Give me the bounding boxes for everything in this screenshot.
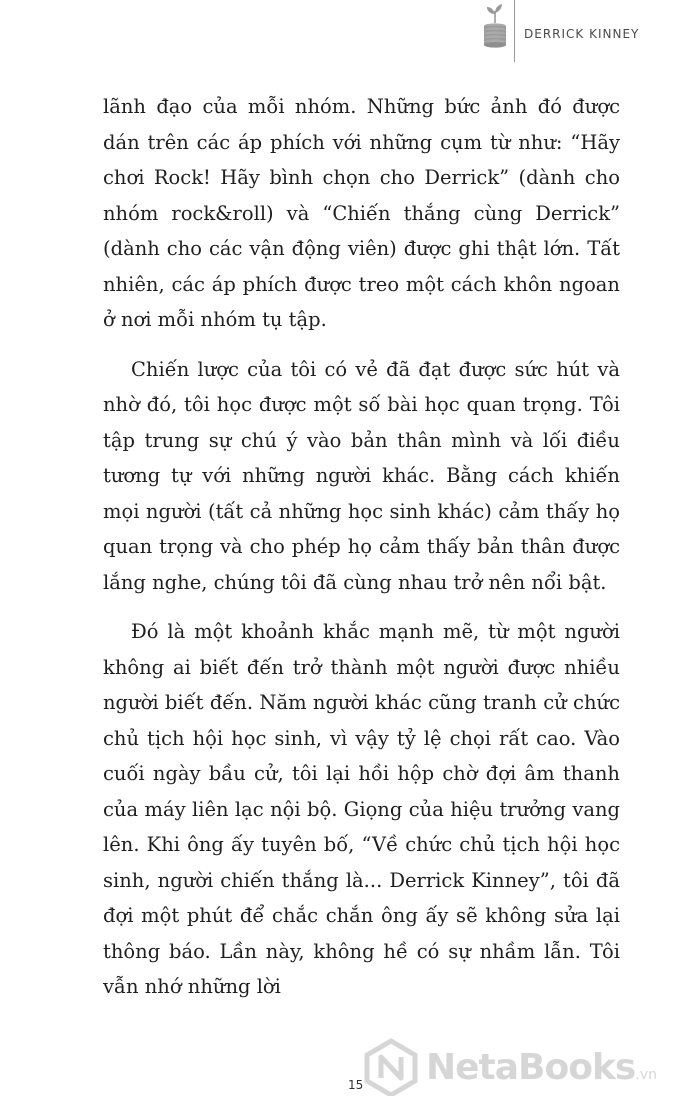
netabooks-logo-icon (362, 1038, 420, 1096)
coin-stack-sprout-icon (480, 2, 510, 48)
watermark (362, 1038, 692, 1098)
paragraph-1: lãnh đạo của mỗi nhóm. Những bức ảnh đó được dán trên các áp phích với những cụm từ như: “Hãy chơi Rock! Hãy bình chọn cho Derrick” (dành cho nhóm rock&roll) và “Chiến thắng cùng Derrick” (dành cho các vận động viên) được ghi thật lớn. Tất nhiên, các áp phích được treo một cách khôn ngoan ở nơi mỗi nhóm tụ tập. (103, 95, 620, 331)
header-divider (514, 0, 515, 62)
running-header-title: DERRICK KINNEY (524, 27, 640, 41)
paragraph-3: Đó là một khoảnh khắc mạnh mẽ, từ một người không ai biết đến trở thành một người được nhiều người biết đến. Năm người khác cũng tranh cử chức chủ tịch hội học sinh, vì vậy tỷ lệ chọi rất cao. Vào cuối ngày bầu cử, tôi lại hồi hộp chờ đợi âm thanh của máy liên lạc nội bộ. Giọng của hiệu trưởng vang lên. Khi ông ấy tuyên bố, “Về chức chủ tịch hội học sinh, người chiến thắng là... Derrick Kinney”, tôi đã đợi một phút để chắc chắn ông ấy sẽ không sửa lại thông báo. Lần này, không hề có sự nhầm lẫn. Tôi vẫn nhớ những lời (103, 620, 620, 998)
paragraph-2: Chiến lược của tôi có vẻ đã đạt được sức hút và nhờ đó, tôi học được một số bài học quan trọng. Tôi tập trung sự chú ý vào bản thân mình và lối điều tương tự với những người khác. Bằng cách khiến mọi người (tất cả những học sinh khác) cảm thấy họ quan trọng và cho phép họ cảm thấy bản thân được lắng nghe, chúng tôi đã cùng nhau trở nên nổi bật. (103, 357, 620, 594)
running-header (0, 0, 700, 62)
watermark-brand: NetaBooks.vn (426, 1047, 657, 1088)
page-number: 15 (348, 1078, 364, 1092)
body-text (103, 89, 620, 1005)
